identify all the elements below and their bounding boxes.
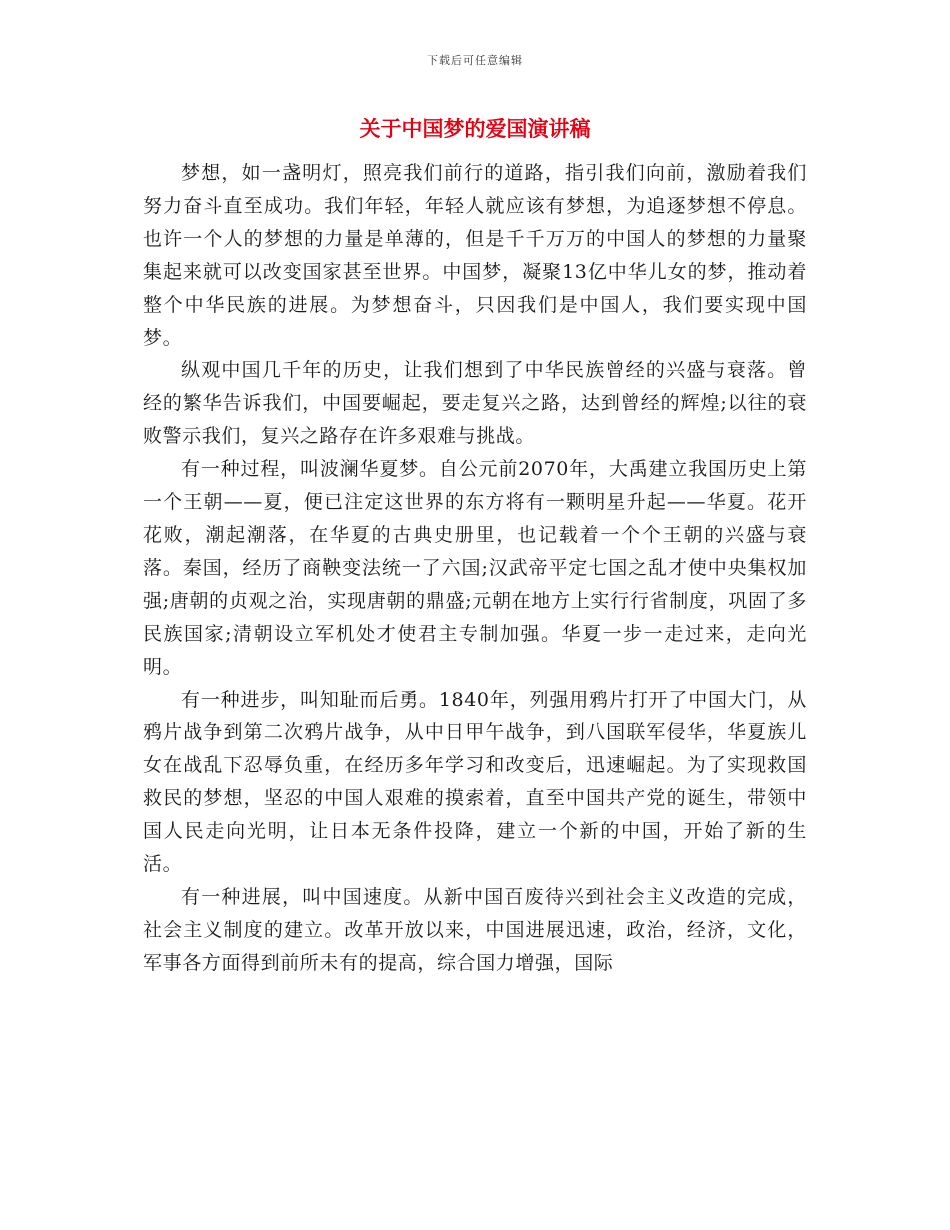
document-title: 关于中国梦的爱国演讲稿 [359, 116, 591, 141]
paragraph-5: 有一种进展，叫中国速度。从新中国百废待兴到社会主义改造的完成，社会主义制度的建立。改革开放以来，中国进展迅速，政治，经济，文化，军事各方面得到前所未有的提高，综合国力增强，国际 [143, 885, 807, 974]
paragraph-3: 有一种过程，叫波澜华夏梦。自公元前2070年，大禹建立我国历史上第一个王朝——夏，便已注定这世界的东方将有一颗明星升起——华夏。花开花败，潮起潮落，在华夏的古典史册里，也记载着一个个王朝的兴盛与衰落。秦国，经历了商鞅变法统一了六国;汉武帝平定七国之乱才使中央集权加强;唐朝的贞观之治，实现唐朝的鼎盛;元朝在地方上实行行省制度，巩固了多民族国家;清朝设立军机处才使君主专制加强。华夏一步一走过来，走向光明。 [143, 458, 807, 678]
paragraph-4: 有一种进步，叫知耻而后勇。1840年，列强用鸦片打开了中国大门，从鸦片战争到第二次鸦片战争，从中日甲午战争，到八国联军侵华，华夏族儿女在战乱下忍辱负重，在经历多年学习和改变后，迅速崛起。为了实现救国救民的梦想，坚忍的中国人艰难的摸索着，直至中国共产党的诞生，带领中国人民走向光明，让日本无条件投降，建立一个新的中国，开始了新的生活。 [143, 688, 807, 876]
header-note: 下载后可任意编辑 [427, 54, 523, 67]
paragraph-2: 纵观中国几千年的历史，让我们想到了中华民族曾经的兴盛与衰落。曾经的繁华告诉我们，中国要崛起，要走复兴之路，达到曾经的辉煌;以往的衰败警示我们，复兴之路存在许多艰难与挑战。 [143, 359, 807, 448]
paragraph-1: 梦想，如一盏明灯，照亮我们前行的道路，指引我们向前，激励着我们努力奋斗直至成功。我们年轻，年轻人就应该有梦想，为追逐梦想不停息。也许一个人的梦想的力量是单薄的，但是千千万万的中国人的梦想的力量聚集起来就可以改变国家甚至世界。中国梦，凝聚13亿中华儿女的梦，推动着整个中华民族的进展。为梦想奋斗，只因我们是中国人，我们要实现中国梦。 [143, 162, 807, 349]
document-body [143, 157, 807, 980]
